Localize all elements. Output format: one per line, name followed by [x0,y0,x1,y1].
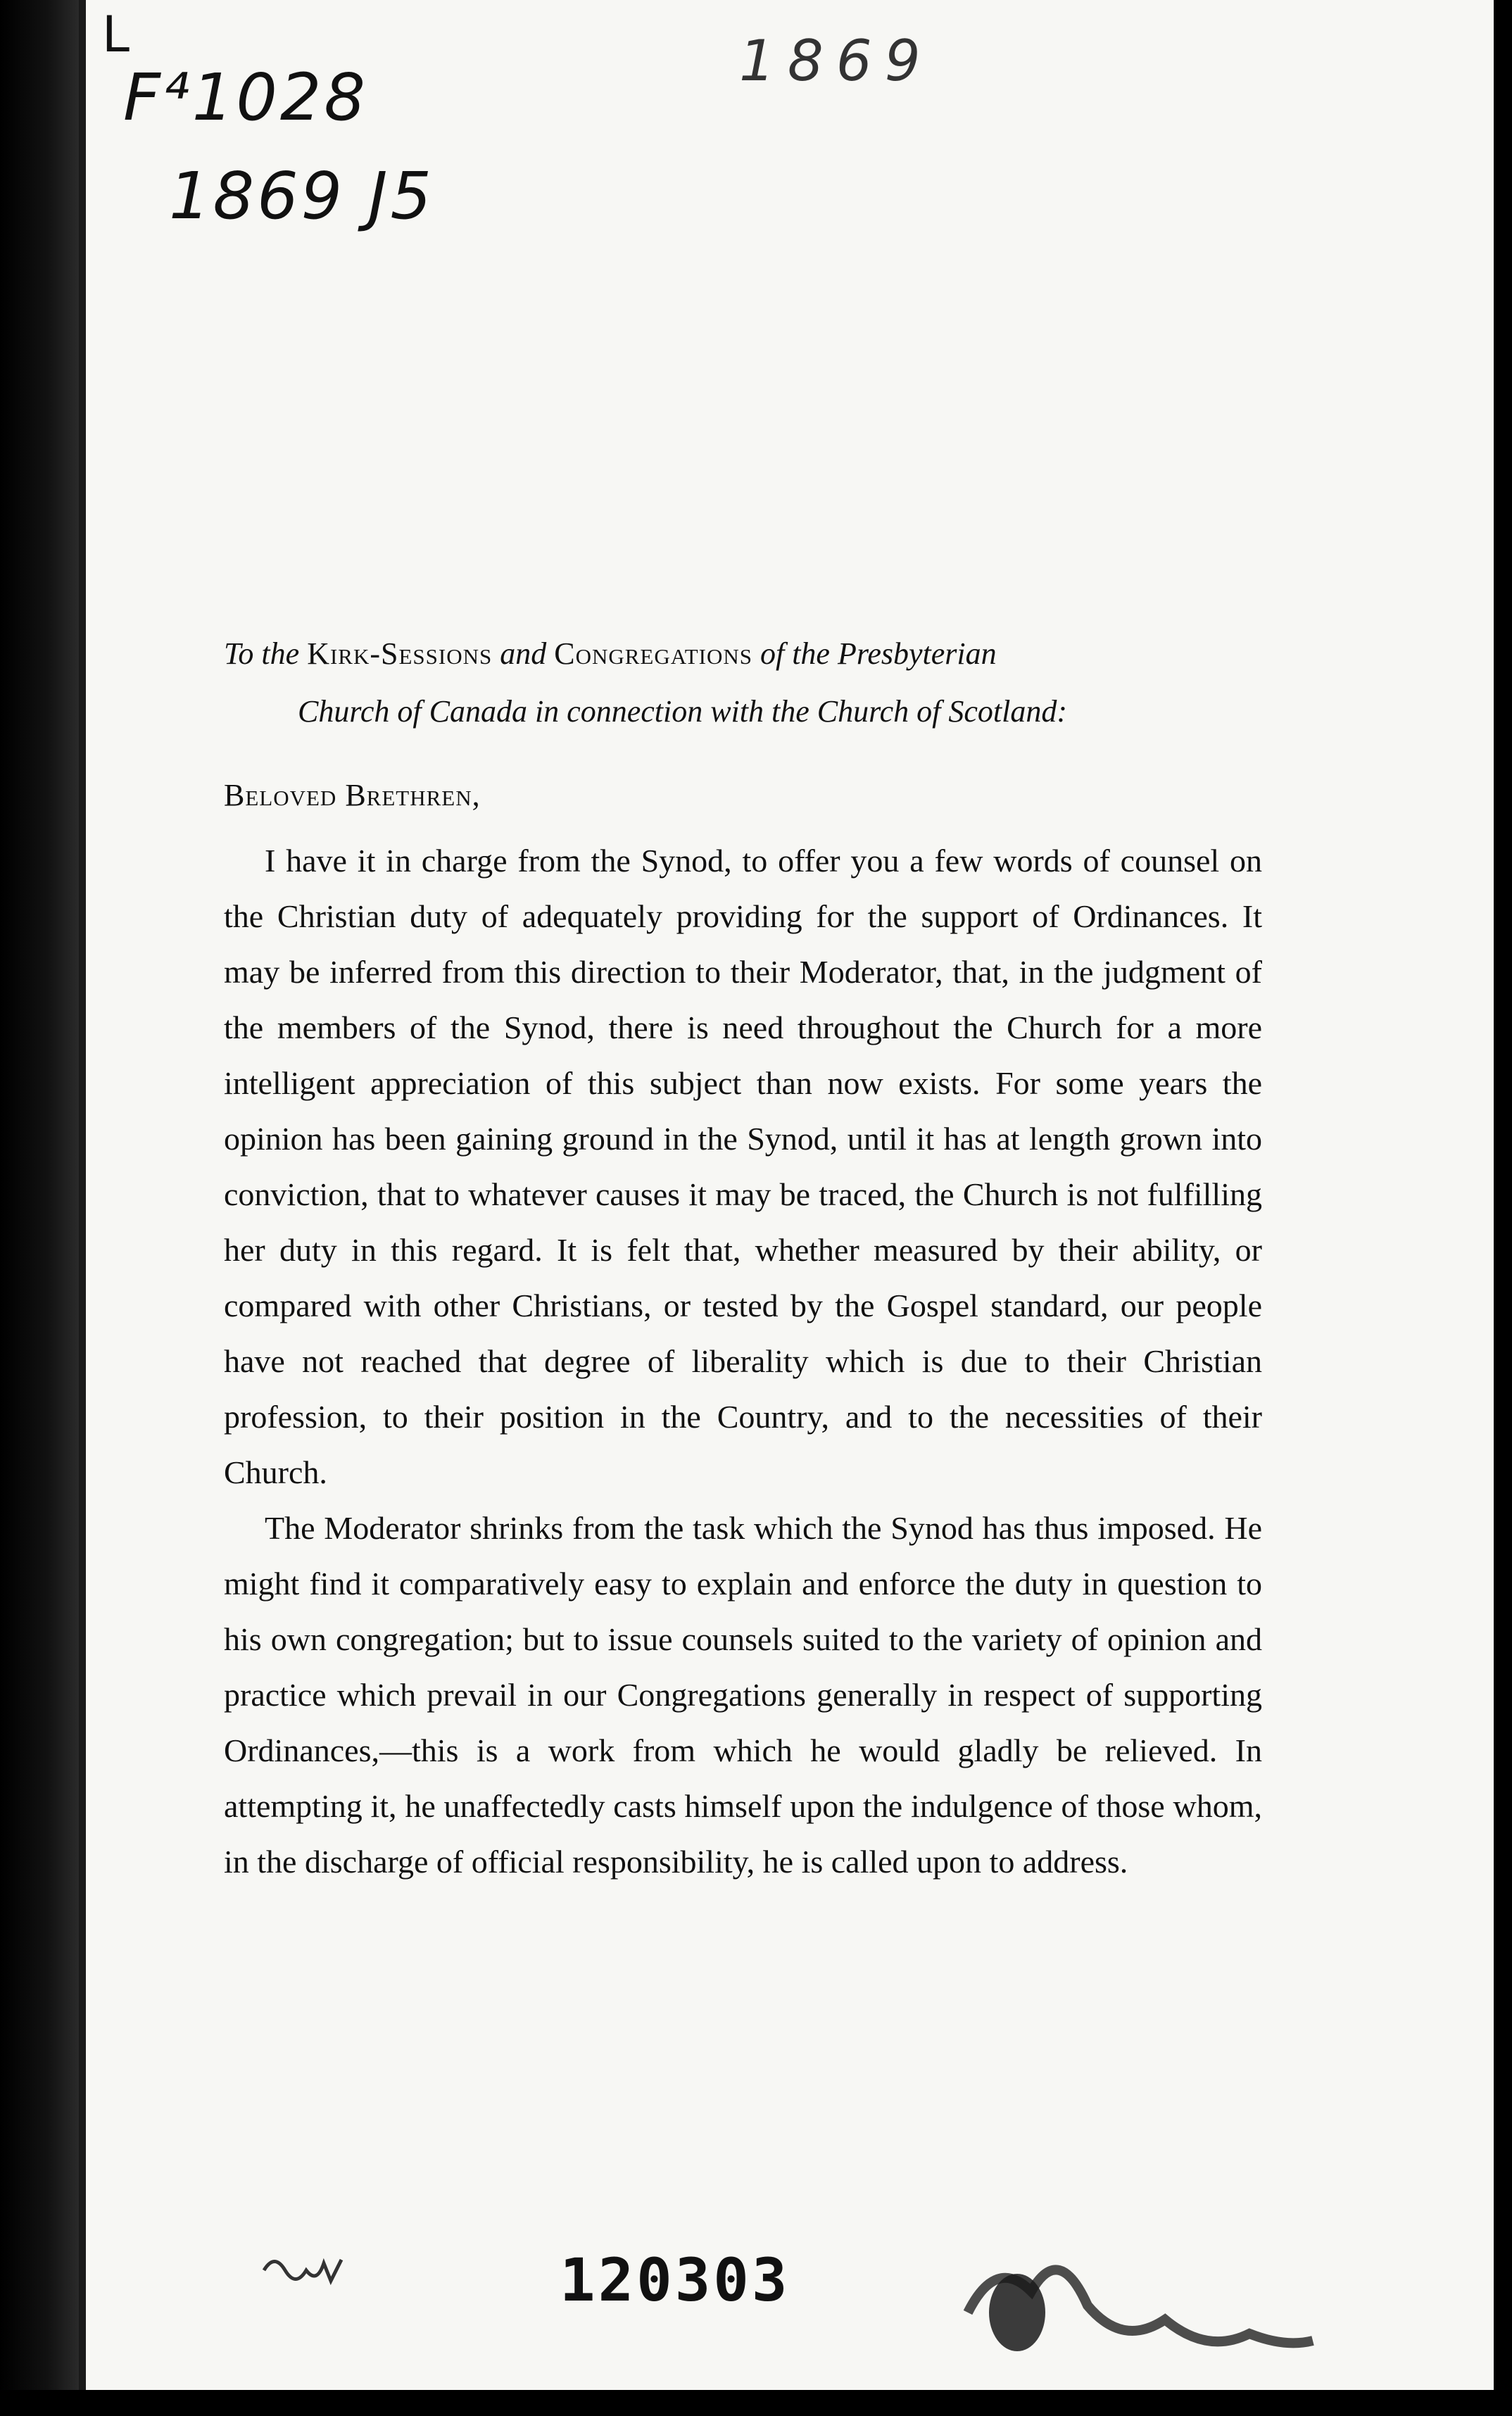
corner-mark: L [102,6,132,63]
address-block [224,625,1262,741]
letter-body [224,625,1262,1889]
paragraph: I have it in charge from the Synod, to offer you a few words of counsel on the Christian duty of adequately providing for the support of Ordinances. It may be inferred from this direction to their Moderator, that, in the judgment of the members of the Synod, there is need throughout the Church for a more intelligent appreciation of this subject than now exists. For some years the opinion has been gaining ground in the Synod, until it has at length grown into conviction, that to whatever causes it may be traced, the Church is not fulfilling her duty in this regard. It is felt that, whether measured by their ability, or compared with other Christians, or tested by the Gospel standard, our people have not reached that degree of liberality which is due to their Christian profession, to their position in the Country, and to the necessities of their Church. [224,843,1262,1490]
binding-edge [0,0,79,2416]
paragraph: The Moderator shrinks from the task which the Synod has thus imposed. He might find it comparatively easy to explain and enforce the duty in question to his own congregation; but to issue counsels suited to the variety of opinion and practice which prevail in our Congregations generally in respect of supporting Ordinances,—this is a work from which he would gladly be relieved. In attempting it, he unaffectedly casts himself upon the indulgence of those whom, in the discharge of official responsibility, he is called upon to address. [224,1510,1262,1880]
year-annotation: 1869 [739,28,933,94]
accession-stamp: 120303 [560,2246,790,2315]
salutation: Beloved Brethren, [224,778,481,812]
pencil-squiggle-mark [260,2249,359,2291]
bottom-scan-edge [0,2390,1512,2416]
catalog-number: F⁴1028 [123,60,368,135]
address-part: and [492,636,555,671]
address-church: Church of Canada in connection with the Church of Scotland: [298,694,1067,729]
ink-smudge [954,2228,1320,2369]
address-part: To the [224,636,308,671]
address-part: of the Presbyterian [752,636,997,671]
address-congregations: Congregations [554,636,752,671]
address-kirk-sessions: Kirk-Sessions [307,636,493,671]
catalog-call-number: 1869 J5 [169,158,435,234]
